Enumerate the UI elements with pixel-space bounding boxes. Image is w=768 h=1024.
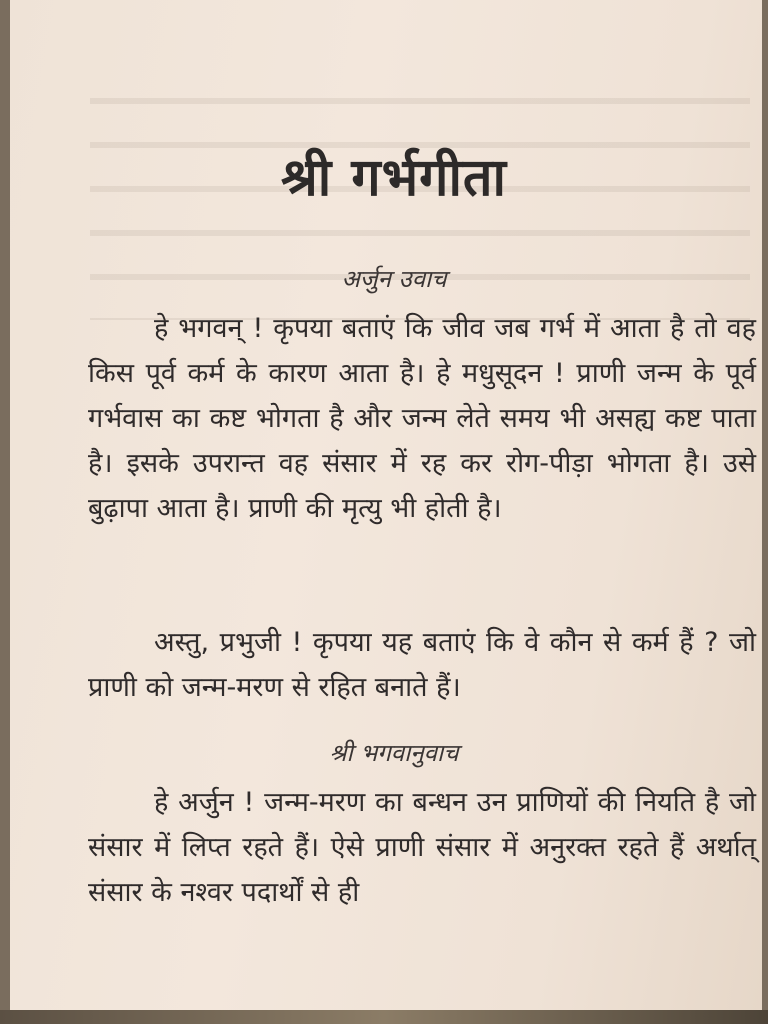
speaker-heading-arjun: अर्जुन उवाच bbox=[341, 265, 447, 293]
page-bottom-edge bbox=[0, 1010, 768, 1024]
paragraph-arjun-question: हे भगवन् ! कृपया बताएं कि जीव जब गर्भ में आता है तो वह किस पूर्व कर्म के कारण आता है। हे मधुसूदन ! प्राणी जन्म के पूर्व गर्भवास का कष्ट भोगता है और जन्म लेते समय भी असह्य कष्ट पाता है। इसके उपरान्त वह संसार में रह कर रोग-पीड़ा भोगता है। उसे बुढ़ापा आता है। प्राणी की मृत्यु भी होती है। bbox=[88, 313, 756, 524]
paragraph-bhagavan-reply: हे अर्जुन ! जन्म-मरण का बन्धन उन प्राणियों की नियति है जो संसार में लिप्त रहते हैं। ऐसे प्राणी संसार में अनुरक्त रहते हैं अर्थात् संसार के नश्वर पदार्थों से ही bbox=[88, 787, 756, 908]
page-title: श्री गर्भगीता bbox=[280, 148, 508, 208]
paragraph-arjun-followup: अस्तु, प्रभुजी ! कृपया यह बताएं कि वे कौन से कर्म हैं ? जो प्राणी को जन्म-मरण से रहित बनाते हैं। bbox=[88, 627, 756, 703]
book-page bbox=[10, 0, 762, 1010]
speaker-heading-bhagavan: श्री भगवानुवाच bbox=[329, 739, 459, 767]
